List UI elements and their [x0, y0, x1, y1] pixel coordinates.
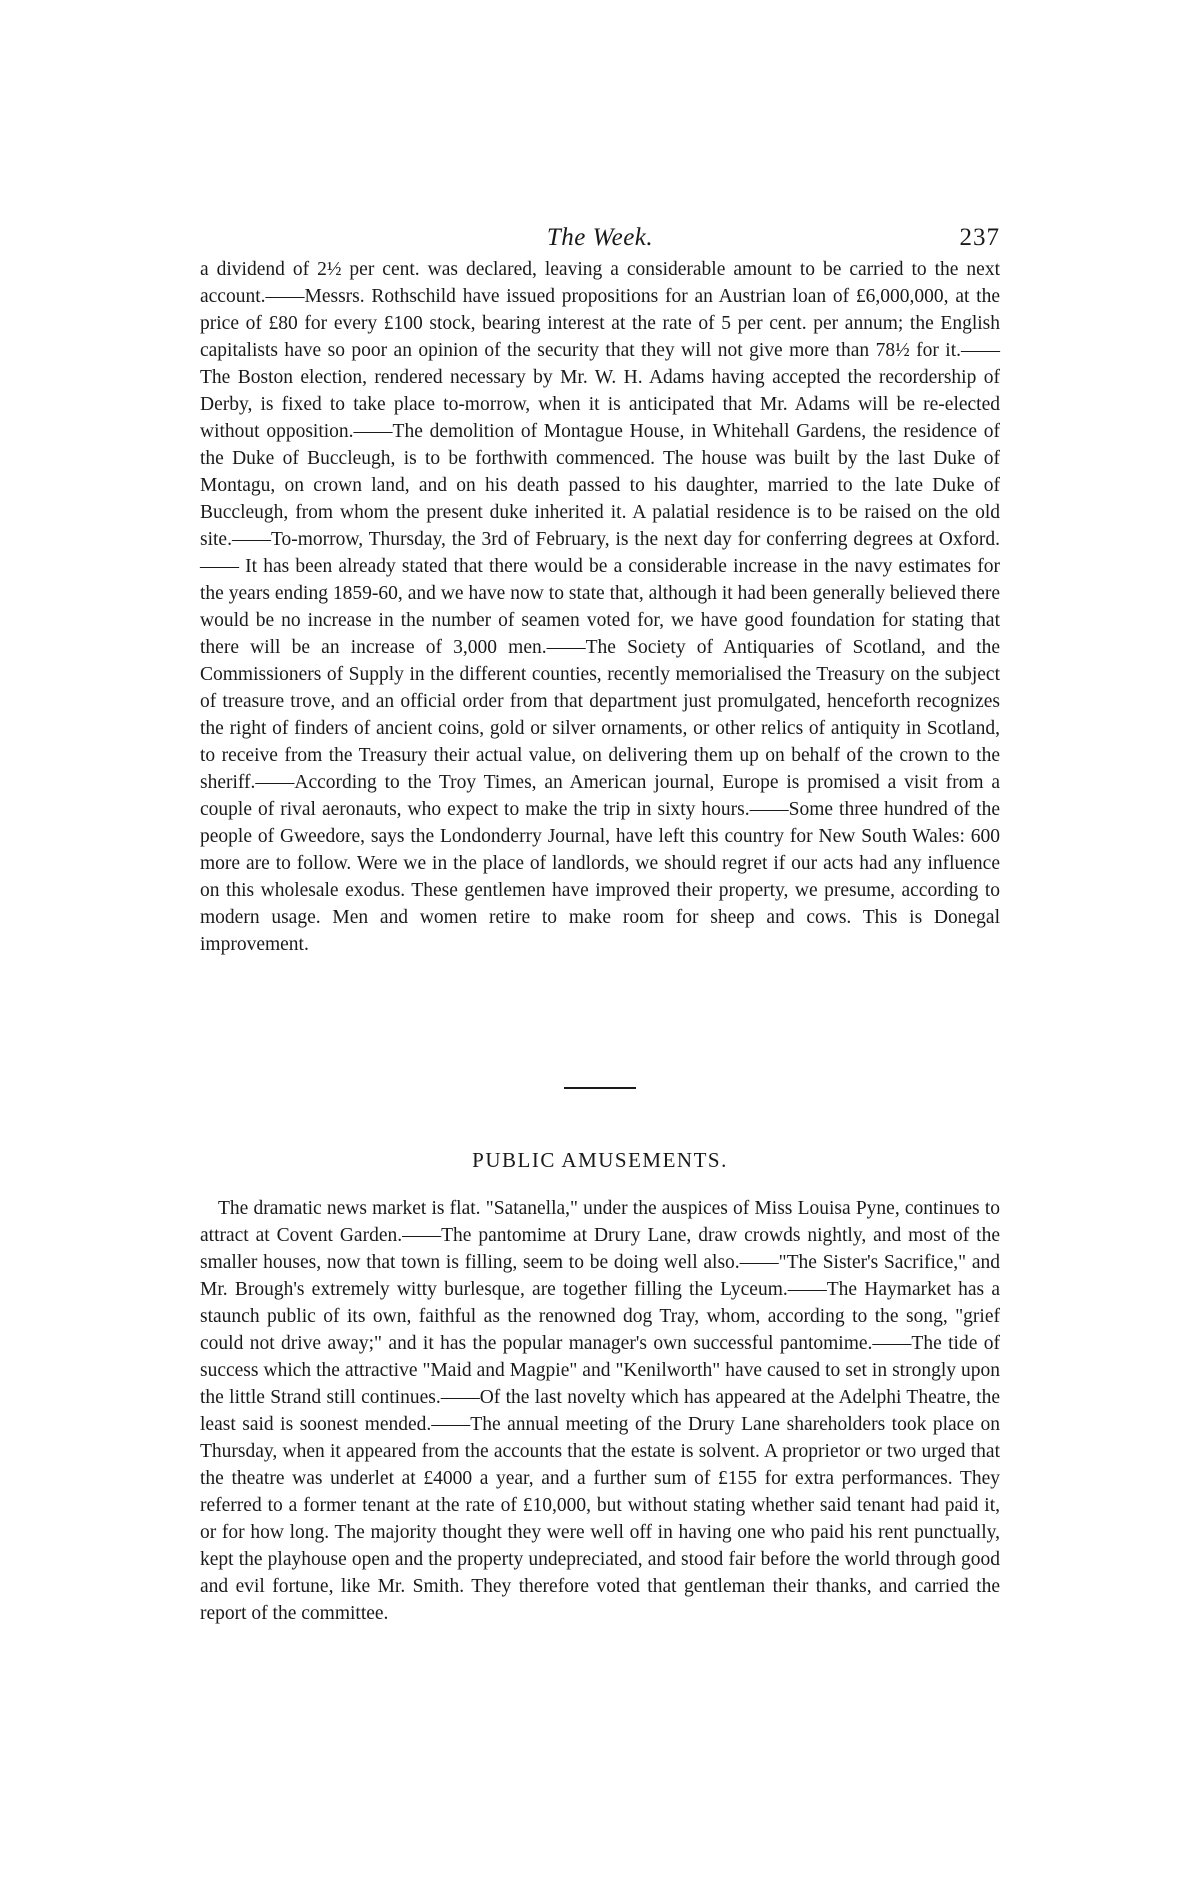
running-title: The Week. — [546, 224, 654, 251]
week-news-paragraph: a dividend of 2½ per cent. was declared, leaving a considerable amount to be carried to the next account.——Messrs. Rothschild have issued propositions for an Austrian loan of £6,000,000, at the price of £80 for every £100 stock, bearing interest at the rate of 5 per cent. per annum; the English capitalists have so poor an opinion of the security that they will not give more than 78½ for it.——The Boston election, rendered necessary by Mr. W. H. Adams having accepted the recordership of Derby, is fixed to take place to-morrow, when it is anticipated that Mr. Adams will be re-elected without opposition.——The demolition of Montague House, in Whitehall Gardens, the residence of the Duke of Buccleugh, is to be forthwith commenced. The house was built by the last Duke of Montagu, on crown land, and on his death passed to his daughter, married to the late Duke of Buccleugh, from whom the present duke inherited it. A palatial residence is to be raised on the old site.——To-morrow, Thursday, the 3rd of February, is the next day for conferring degrees at Oxford.—— It has been already stated that there would be a considerable increase in the navy estimates for the years ending 1859-60, and we have now to state that, although it had been generally believed there would be no increase in the number of seamen voted for, we have good foundation for stating that there will be an increase of 3,000 men.——The Society of Antiquaries of Scotland, and the Commissioners of Supply in the different counties, recently memorialised the Treasury on the subject of treasure trove, and an official order from that department just promulgated, henceforth recognizes the right of finders of ancient coins, gold or silver ornaments, or other relics of antiquity in Scotland, to receive from the Treasury their actual value, on delivering them up on behalf of the crown to the sheriff.——According to the Troy Times, an American journal, Europe is promised a visit from a couple of rival aeronauts, who expect to make the trip in sixty hours.——Some three hundred of the people of Gweedore, says the Londonderry Journal, have left this country for New South Wales: 600 more are to follow. Were we in the place of landlords, we should regret if our acts had any influence on this wholesale exodus. These gentlemen have improved their property, we presume, according to modern usage. Men and women retire to make room for sheep and cows. This is Donegal improvement. — [200, 259, 1000, 955]
section-divider-rule — [564, 1087, 636, 1089]
page-number: 237 — [959, 224, 1000, 251]
public-amusements-paragraph: The dramatic news market is flat. "Satanella," under the auspices of Miss Louisa Pyne, continues to attract at Covent Garden.——The pantomime at Drury Lane, draw crowds nightly, and most of the smaller houses, now that town is filling, seem to be doing well also.——"The Sister's Sacrifice," and Mr. Brough's extremely witty burlesque, are together filling the Lyceum.——The Haymarket has a staunch public of its own, faithful as the renowned dog Tray, whom, according to the song, "grief could not drive away;" and it has the popular manager's own successful pantomime.——The tide of success which the attractive "Maid and Magpie" and "Kenilworth" have caused to set in strongly upon the little Strand still continues.——Of the last novelty which has appeared at the Adelphi Theatre, the least said is soonest mended.——The annual meeting of the Drury Lane shareholders took place on Thursday, when it appeared from the accounts that the estate is solvent. A proprietor or two urged that the theatre was underlet at £4000 a year, and a further sum of £155 for extra performances. They referred to a former tenant at the rate of £10,000, but without stating whether said tenant had paid it, or for how long. The majority thought they were well off in having one who paid his rent punctually, kept the playhouse open and the property undepreciated, and stood fair before the world through good and evil fortune, like Mr. Smith. They therefore voted that gentleman their thanks, and carried the report of the committee. — [200, 1198, 1000, 1624]
section-heading-public-amusements: PUBLIC AMUSEMENTS. — [472, 1148, 728, 1172]
running-head — [200, 218, 1000, 258]
